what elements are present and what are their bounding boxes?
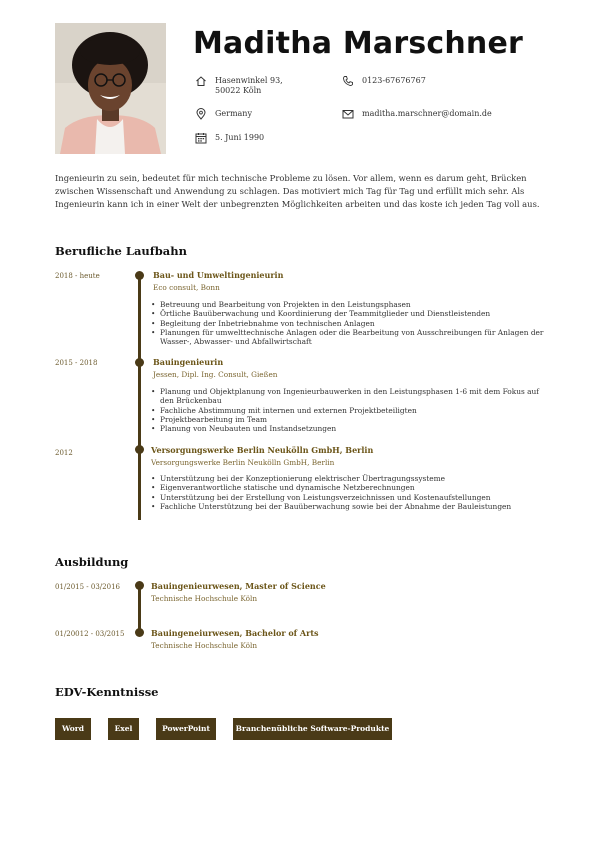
job-duty: • Begleitung der Inbetriebnahme von technischen Anlagen: [151, 319, 551, 328]
address-line-2: 50022 Köln: [215, 86, 262, 95]
job-company: Jessen, Dipl. Ing. Consult, Gießen: [153, 370, 278, 379]
career-timeline-dot: [135, 271, 144, 280]
skill-tag-software: Branchenübliche Software-Produkte: [233, 718, 392, 740]
job-duties-list: [151, 474, 551, 511]
job-title: Versorgungswerke Berlin Neukölln GmbH, Berlin: [151, 445, 374, 455]
education-section-title: Ausbildung: [55, 555, 129, 569]
country: Germany: [215, 109, 252, 118]
job-title: Bau- und Umweltingenieurin: [153, 270, 284, 280]
job-duty: • Betreuung und Bearbeitung von Projekten in den Leistungsphasen: [151, 300, 551, 309]
school-name: Technische Hochschule Köln: [151, 641, 258, 650]
mail-icon: [342, 108, 354, 120]
career-date: 2018 - heute: [55, 272, 100, 280]
birthdate: 5. Juni 1990: [215, 133, 265, 142]
job-duty: • Unterstützung bei der Konzeptionierung elektrischer Übertragungssysteme: [151, 474, 551, 483]
job-duties-list: [151, 387, 551, 433]
school-name: Technische Hochschule Köln: [151, 594, 258, 603]
job-duty: • Unterstützung bei der Erstellung von Leistungsverzeichnissen und Kostenaufstellungen: [151, 493, 551, 502]
education-date: 01/20012 - 03/2015: [55, 630, 125, 638]
job-company: Versorgungswerke Berlin Neukölln GmbH, Berlin: [151, 458, 335, 467]
job-duty: • Fachliche Abstimmung mit internen und externen Projektbeteiligten: [151, 406, 551, 415]
education-timeline-dot: [135, 581, 144, 590]
career-section-title: Berufliche Laufbahn: [55, 244, 187, 258]
profile-summary: Ingenieurin zu sein, bedeutet für mich technische Probleme zu lösen. Vor allem, wenn es darum geht, Brücken zwischen Wissenschaft und Anwendung zu schlagen. Das motiviert mich Tag für Tag und erfüllt mich sehr. Als Ingenieurin kann ich in einer Welt der unbegrenzten Möglichkeiten arbeiten und das koste ich jeden Tag voll aus.: [55, 173, 540, 209]
job-duty: • Planung von Neubauten und Instandsetzungen: [151, 424, 551, 433]
job-duty: • Planung und Objektplanung von Ingenieurbauwerken in den Leistungsphasen 1-6 mit dem Fokus auf den Brückenbau: [151, 387, 551, 406]
home-icon: [195, 75, 207, 87]
job-duties-list: [151, 300, 551, 346]
skill-tag-powerpoint: PowerPoint: [156, 718, 216, 740]
skill-tag-word: Word: [55, 718, 91, 740]
career-timeline-dot: [135, 445, 144, 454]
degree-title: Bauingenieurwesen, Master of Science: [151, 581, 326, 591]
phone-number[interactable]: 0123-67676767: [362, 76, 426, 85]
job-duty: • Fachliche Unterstützung bei der Bauüberwachung sowie bei der Abnahme der Bauleistungen: [151, 502, 551, 511]
job-company: Eco consult, Bonn: [153, 283, 220, 292]
degree-title: Bauingeneiurwesen, Bachelor of Arts: [151, 628, 319, 638]
career-date: 2012: [55, 449, 73, 457]
job-duty: • Projektbearbeitung im Team: [151, 415, 551, 424]
career-date: 2015 - 2018: [55, 359, 98, 367]
education-timeline-dot: [135, 628, 144, 637]
calendar-icon: [195, 132, 207, 144]
job-duty: • Örtliche Bauüberwachung und Koordinierung der Teammitglieder und Dienstleistenden: [151, 309, 551, 318]
profile-photo: [55, 23, 166, 154]
skill-tag-exel: Exel: [108, 718, 139, 740]
education-date: 01/2015 - 03/2016: [55, 583, 120, 591]
skills-section-title: EDV-Kenntnisse: [55, 685, 159, 699]
email-address[interactable]: maditha.marschner@domain.de: [362, 109, 492, 118]
address-line-1: Hasenwinkel 93,: [215, 76, 283, 85]
phone-icon: [342, 75, 354, 87]
location-pin-icon: [195, 108, 207, 120]
full-name: Maditha Marschner: [193, 26, 524, 61]
job-title: Bauingenieurin: [153, 357, 224, 367]
job-duty: • Eigenverantwortliche statische und dynamische Netzberechnungen: [151, 483, 551, 492]
job-duty: • Planungen für umwelttechnische Anlagen oder die Bearbeitung von Ausschreibungen für Anlagen der Wasser-, Abwasser- und Abfallwirtschaft: [151, 328, 551, 347]
career-timeline-line: [138, 278, 141, 520]
career-timeline-dot: [135, 358, 144, 367]
